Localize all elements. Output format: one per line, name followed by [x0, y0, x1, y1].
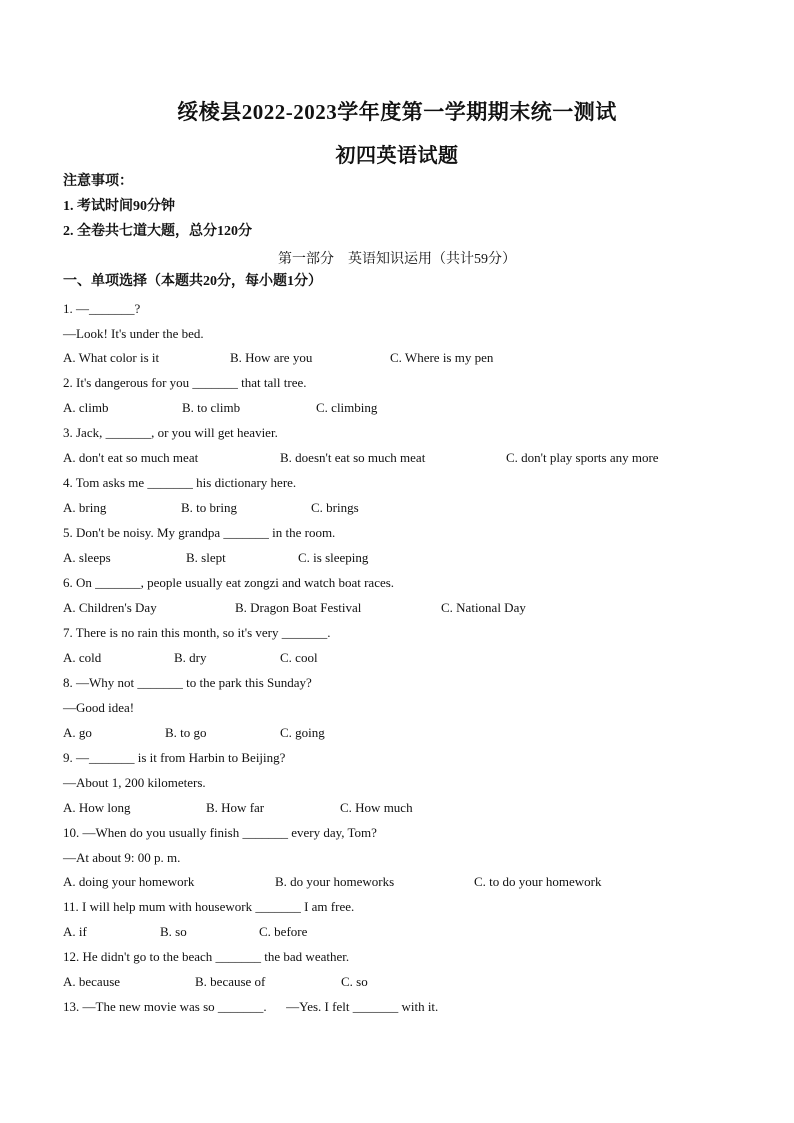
option-c: C. cool	[280, 650, 318, 665]
option-a: A. Children's Day	[63, 600, 157, 615]
option-b: B. How far	[206, 800, 265, 815]
question-stem: 2. It's dangerous for you _______ that tall tree.	[63, 375, 307, 390]
option-c: C. don't play sports any more	[506, 450, 659, 465]
option-c: C. is sleeping	[298, 550, 369, 565]
option-a: A. because	[63, 974, 121, 989]
question-stem: 5. Don't be noisy. My grandpa _______ in the room.	[63, 525, 336, 540]
question-stem: 4. Tom asks me _______ his dictionary here.	[63, 475, 297, 490]
option-c: C. National Day	[441, 600, 526, 615]
option-b: B. so	[160, 924, 187, 939]
question-stem: 10. —When do you usually finish _______ every day, Tom?	[63, 825, 377, 840]
notice-item: 1. 考试时间90分钟	[63, 199, 175, 214]
part-heading: 第一部分 英语知识运用（共计59分）	[278, 252, 516, 267]
question-reply: —At about 9: 00 p. m.	[63, 850, 181, 865]
notice-heading: 注意事项：	[63, 174, 133, 189]
option-b: B. because of	[195, 974, 266, 989]
option-c: C. to do your homework	[474, 874, 602, 889]
question-reply: —Good idea!	[63, 700, 135, 715]
option-a: A. go	[63, 725, 92, 740]
option-a: A. How long	[63, 800, 131, 815]
option-b: B. do your homeworks	[275, 874, 395, 889]
question-stem: 7. There is no rain this month, so it's very _______.	[63, 625, 331, 640]
question-stem: 9. —_______ is it from Harbin to Beijing?	[63, 750, 286, 765]
option-c: C. climbing	[316, 400, 378, 415]
option-c: C. Where is my pen	[390, 350, 494, 365]
option-b: B. dry	[174, 650, 207, 665]
option-b: B. to bring	[181, 500, 237, 515]
option-a: A. bring	[63, 500, 107, 515]
option-b: B. to go	[165, 725, 207, 740]
option-a: A. climb	[63, 400, 109, 415]
option-c: C. How much	[340, 800, 413, 815]
option-a: A. doing your homework	[63, 874, 195, 889]
question-stem: 13. —The new movie was so _______. —Yes. I felt _______ with it.	[63, 999, 439, 1014]
question-stem: 3. Jack, _______, or you will get heavier.	[63, 425, 278, 440]
question-stem: 11. I will help mum with housework _______ I am free.	[63, 899, 355, 914]
option-a: A. don't eat so much meat	[63, 450, 199, 465]
question-stem: 6. On _______, people usually eat zongzi and watch boat races.	[63, 575, 395, 590]
option-b: B. How are you	[230, 350, 313, 365]
section-heading: 一、单项选择（本题共20分，每小题1分）	[63, 274, 322, 289]
option-a: A. if	[63, 924, 87, 939]
option-a: A. cold	[63, 650, 102, 665]
option-a: A. sleeps	[63, 550, 111, 565]
option-b: B. doesn't eat so much meat	[280, 450, 426, 465]
question-stem: 8. —Why not _______ to the park this Sunday?	[63, 675, 312, 690]
exam-subtitle: 初四英语试题	[335, 145, 459, 167]
question-stem: 12. He didn't go to the beach _______ the bad weather.	[63, 949, 350, 964]
option-c: C. before	[259, 924, 308, 939]
option-a: A. What color is it	[63, 350, 160, 365]
option-c: C. brings	[311, 500, 359, 515]
option-c: C. so	[341, 974, 368, 989]
option-b: B. slept	[186, 550, 226, 565]
option-c: C. going	[280, 725, 325, 740]
exam-title: 绥棱县2022-2023学年度第一学期期末统一测试	[177, 100, 617, 124]
option-b: B. to climb	[182, 400, 241, 415]
question-reply: —Look! It's under the bed.	[63, 326, 204, 341]
question-reply: —About 1, 200 kilometers.	[63, 775, 206, 790]
option-b: B. Dragon Boat Festival	[235, 600, 362, 615]
question-stem: 1. —_______?	[63, 301, 141, 316]
notice-item: 2. 全卷共七道大题，总分120分	[63, 224, 252, 239]
